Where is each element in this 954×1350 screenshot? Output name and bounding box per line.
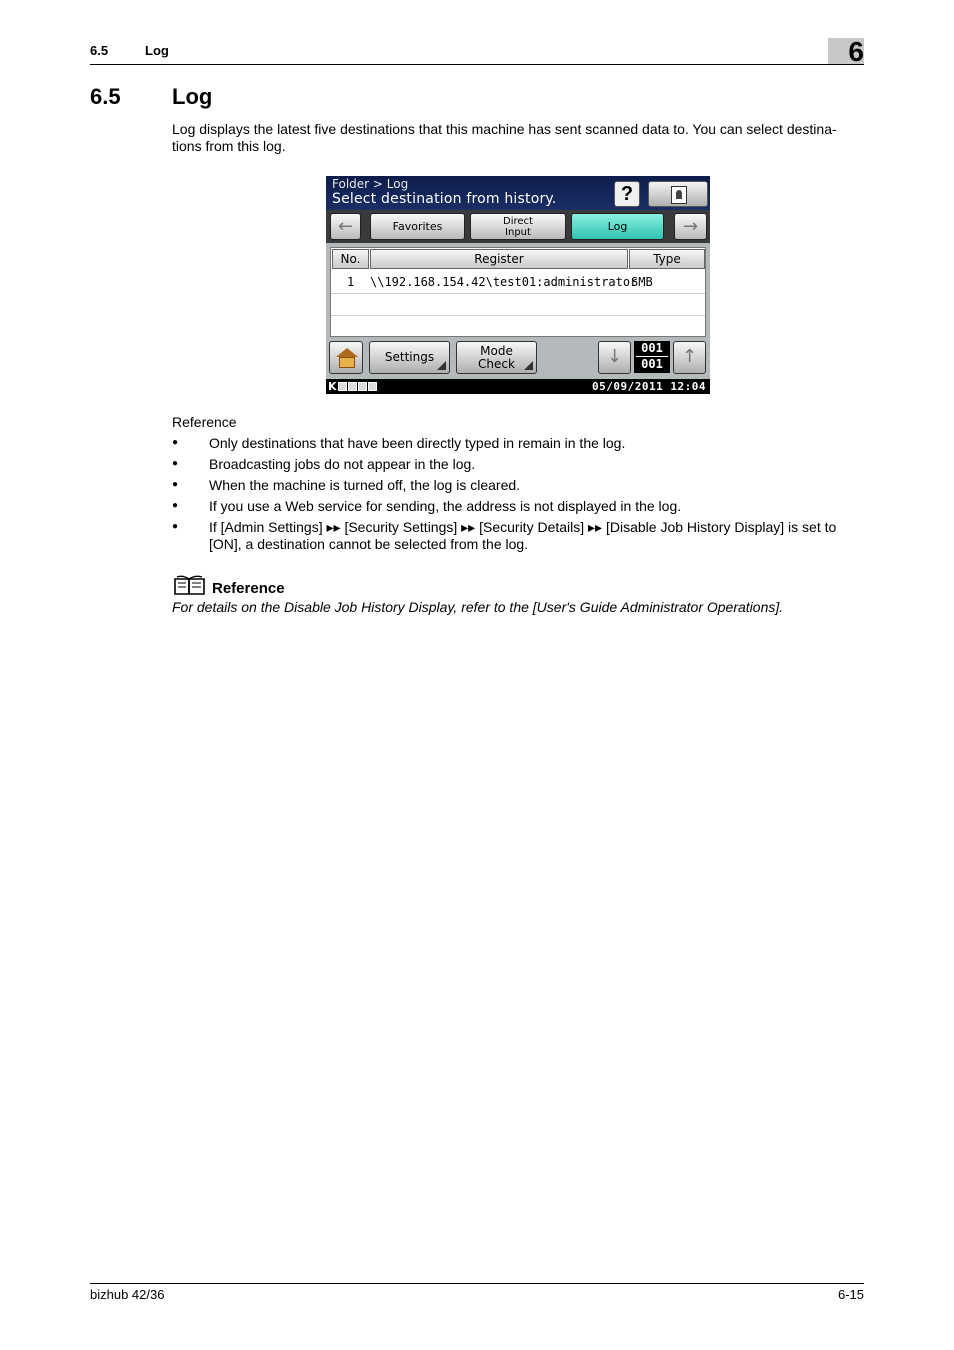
bullet-icon: ● xyxy=(172,479,179,490)
reference-label: Reference xyxy=(172,414,237,430)
reference-item: If you use a Web service for sending, the address is not displayed in the log. xyxy=(209,498,682,514)
note-heading: Reference xyxy=(212,580,285,597)
tab-direct-input-line1: Direct xyxy=(503,216,533,227)
column-header-no: No. xyxy=(332,249,369,269)
user-box-button[interactable] xyxy=(648,181,708,207)
toner-k-label: K xyxy=(328,380,337,393)
tab-row xyxy=(326,210,710,243)
footer-product: bizhub 42/36 xyxy=(90,1287,165,1302)
toner-level-segment xyxy=(358,382,367,391)
tab-next-button[interactable]: → xyxy=(674,213,707,240)
tab-log[interactable]: Log xyxy=(571,213,664,240)
mode-check-line1: Mode xyxy=(480,344,513,358)
section-title: Log xyxy=(172,84,213,109)
bullet-icon: ● xyxy=(172,521,179,532)
page-counter xyxy=(634,341,670,373)
settings-label: Settings xyxy=(384,350,435,364)
mode-check-line2: Check xyxy=(478,357,515,371)
toner-level-segment xyxy=(338,382,347,391)
scroll-up-button[interactable]: ↑ xyxy=(673,341,706,374)
chapter-number: 6 xyxy=(848,36,864,67)
bullet-icon: ● xyxy=(172,437,179,448)
column-header-register: Register xyxy=(370,249,628,269)
reference-item: When the machine is turned off, the log is cleared. xyxy=(209,477,521,493)
tab-favorites[interactable]: Favorites xyxy=(370,213,465,240)
help-button[interactable]: ? xyxy=(614,181,640,207)
header-rule xyxy=(90,64,864,65)
note-text: For details on the Disable Job History Display, refer to the [User's Guide Administrator Operations]. xyxy=(172,599,784,615)
intro-paragraph: Log displays the latest five destinations that this machine has sent scanned data to. You can select destina-tions from this log. xyxy=(172,121,837,154)
settings-button[interactable] xyxy=(369,341,450,374)
table-row-empty xyxy=(331,293,705,316)
screen-title-bar xyxy=(326,176,710,210)
corner-triangle-icon xyxy=(437,361,446,370)
table-row[interactable] xyxy=(331,271,705,294)
reference-item: Broadcasting jobs do not appear in the log. xyxy=(209,456,476,472)
log-list xyxy=(330,247,706,337)
device-screen xyxy=(326,176,710,394)
bullet-icon: ● xyxy=(172,458,179,469)
home-button[interactable] xyxy=(329,341,363,374)
status-bar xyxy=(326,379,710,394)
screen-message: Select destination from history. xyxy=(332,191,557,207)
footer-rule xyxy=(90,1283,864,1284)
reference-item: Only destinations that have been directly typed in remain in the log. xyxy=(209,435,626,451)
tab-direct-input-line2: Input xyxy=(505,227,531,238)
footer-page-number: 6-15 xyxy=(837,1287,864,1302)
book-icon xyxy=(173,575,207,597)
row-no: 1 xyxy=(347,275,355,289)
corner-triangle-icon xyxy=(524,361,533,370)
home-icon xyxy=(336,348,358,357)
status-datetime: 05/09/2011 12:04 xyxy=(592,380,706,393)
toner-level-segment xyxy=(348,382,357,391)
tab-prev-button[interactable]: ← xyxy=(330,213,361,240)
running-header-title: Log xyxy=(145,43,169,58)
bullet-icon: ● xyxy=(172,500,179,511)
tab-direct-input[interactable] xyxy=(470,213,566,240)
row-register: \\192.168.154.42\test01:administrator xyxy=(370,275,638,289)
counter-total: 001 xyxy=(641,357,663,371)
screen-path: Folder > Log xyxy=(332,177,409,191)
section-number: 6.5 xyxy=(90,84,121,109)
scroll-down-button[interactable]: ↓ xyxy=(598,341,631,374)
running-header-number: 6.5 xyxy=(90,43,109,58)
user-icon xyxy=(671,186,687,204)
toner-level-segment xyxy=(368,382,377,391)
row-type: SMB xyxy=(631,275,653,289)
counter-current: 001 xyxy=(641,341,663,355)
mode-check-button[interactable] xyxy=(456,341,537,374)
reference-item: If [Admin Settings] ▸▸ [Security Settings] ▸▸ [Security Details] ▸▸ [Disable Job History Display] is set to [ON], a destination cannot be selected from the log. xyxy=(209,519,837,552)
column-header-type: Type xyxy=(629,249,705,269)
